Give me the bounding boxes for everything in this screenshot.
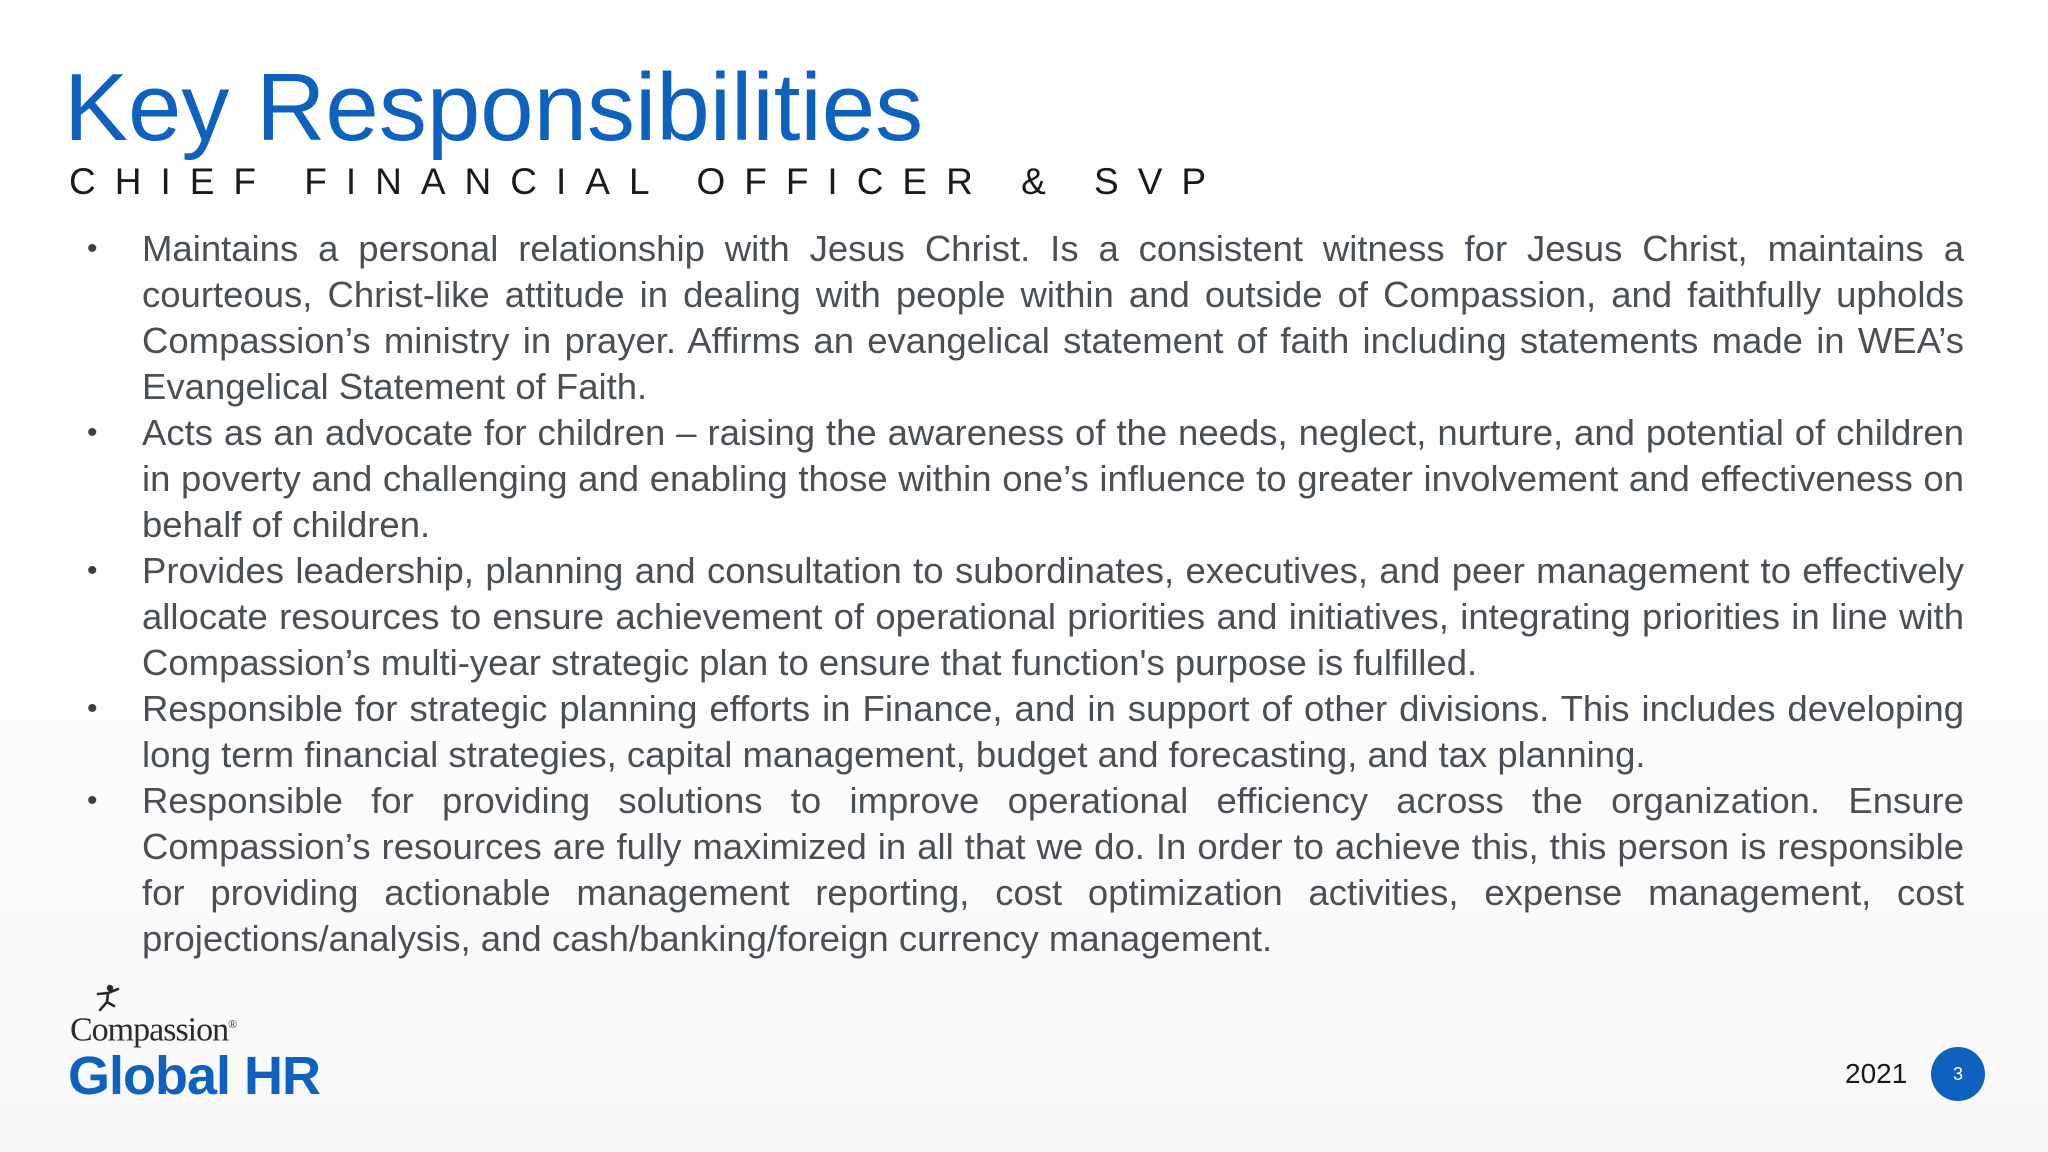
bullet-text: Maintains a personal relationship with Jesus Christ. Is a consistent witness for Jesus Christ, maintains a courteous, Christ-like attitude in dealing with people within and outside of Compassion, and faithfully upholds Compassion’s ministry in prayer. Affirms an evangelical statement of faith including statements made in WEA’s Evangelical Statement of Faith. [142, 228, 1964, 407]
bullet-dot-icon: • [87, 784, 98, 817]
page-number-badge: 3 [1931, 1047, 1985, 1101]
bullet-dot-icon: • [87, 416, 98, 449]
bullet-item-strategic-planning [87, 686, 1964, 778]
footer-year: 2021 [1845, 1058, 1908, 1089]
logo-global-hr: Global HR [68, 1046, 321, 1106]
logo-wordmark: Compassion® [70, 1011, 237, 1049]
bullet-item-advocacy [87, 410, 1964, 548]
bullet-item-efficiency [87, 778, 1964, 962]
bullet-dot-icon: • [87, 232, 98, 265]
bullet-dot-icon: • [87, 692, 98, 725]
bullet-text: Responsible for strategic planning efforts in Finance, and in support of other divisions. This includes developing long term financial strategies, capital management, budget and forecasting, and tax planning. [142, 688, 1964, 775]
bullet-text: Responsible for providing solutions to improve operational efficiency across the organization. Ensure Compassion’s resources are fully maximized in all that we do. In order to achieve this, this person is responsible for providing actionable management reporting, cost optimization activities, expense management, cost projections/analysis, and cash/banking/foreign currency management. [142, 780, 1964, 959]
bullet-text: Acts as an advocate for children – raising the awareness of the needs, neglect, nurture, and potential of children in poverty and challenging and enabling those within one’s influence to greater involvement and effectiveness on behalf of children. [142, 412, 1964, 545]
bullet-item-faith [87, 226, 1964, 410]
slide-subtitle: CHIEF FINANCIAL OFFICER & SVP [69, 161, 1226, 202]
slide-title: Key Responsibilities [64, 54, 924, 161]
compassion-global-hr-logo [68, 984, 368, 1104]
bullet-dot-icon: • [87, 554, 98, 587]
bullet-item-leadership [87, 548, 1964, 686]
bullet-text: Provides leadership, planning and consultation to subordinates, executives, and peer management to effectively allocate resources to ensure achievement of operational priorities and initiatives, integrating priorities in line with Compassion’s multi-year strategic plan to ensure that function's purpose is fulfilled. [142, 550, 1964, 683]
responsibilities-list [87, 226, 1964, 962]
